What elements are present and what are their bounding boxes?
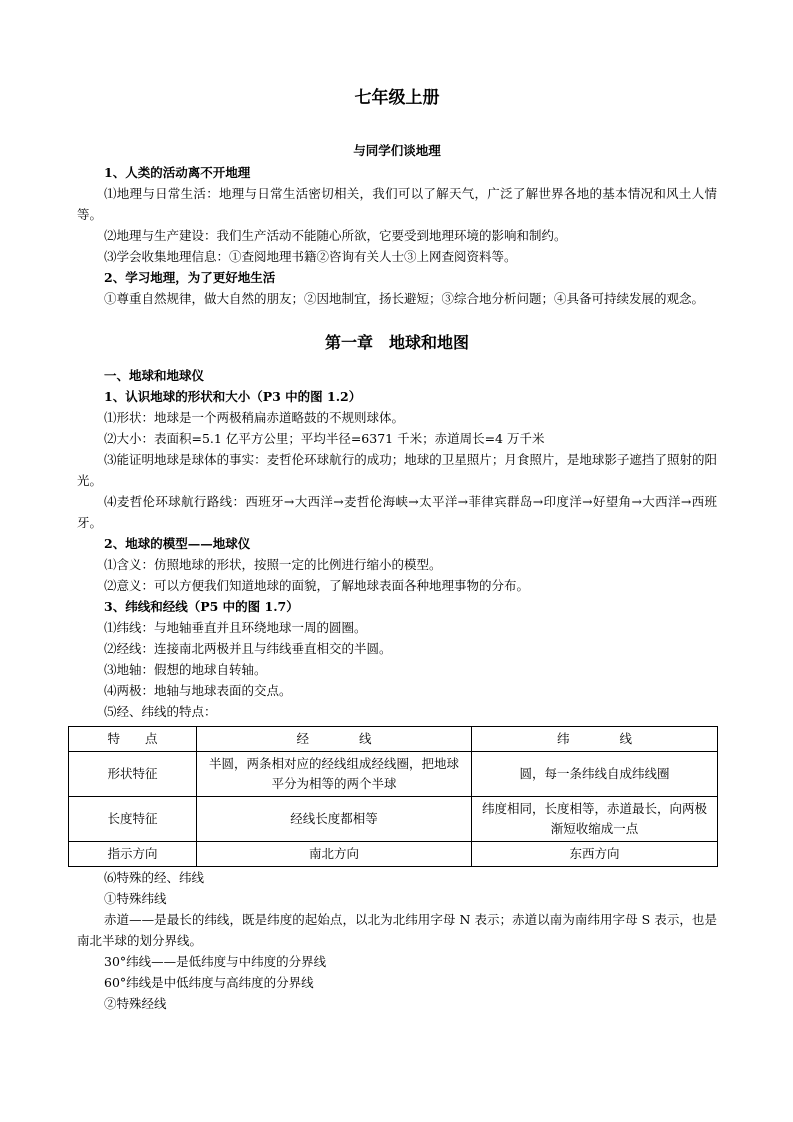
table-cell: 纬度相同，长度相等，赤道最长，向两极渐短收缩成一点 (472, 797, 718, 842)
intro-paragraph-1: ⑴地理与日常生活：地理与日常生活密切相关，我们可以了解天气，广泛了解世界各地的基本情况和风土人情等。 (77, 186, 717, 222)
chapter-paragraph-11: ⑸经、纬线的特点： (104, 704, 217, 719)
intro-heading-2: 2、学习地理，为了更好地生活 (104, 270, 276, 285)
intro-paragraph-2: ⑵地理与生产建设：我们生产活动不能随心所欲，它要受到地理环境的影响和制约。 (104, 228, 567, 243)
table-cell: 东西方向 (472, 842, 718, 867)
table-header-row (69, 727, 718, 752)
intro-paragraph-3: ⑶学会收集地理信息：①查阅地理书籍②咨询有关人士③上网查阅资料等。 (104, 249, 517, 264)
chapter-paragraph-14: 赤道——是最长的纬线，既是纬度的起始点，以北为北纬用字母 N 表示；赤道以南为南纬用字母 S 表示，也是南北半球的划分界线。 (77, 912, 717, 948)
table-cell: 南北方向 (197, 842, 472, 867)
chapter-paragraph-5: ⑴含义：仿照地球的形状，按照一定的比例进行缩小的模型。 (104, 557, 442, 572)
chapter-paragraph-12: ⑹特殊的经、纬线 (104, 870, 205, 885)
table-cell: 指示方向 (69, 842, 197, 867)
chapter-paragraph-2: ⑵大小：表面积=5.1 亿平方公里；平均半径=6371 千米；赤道周长=4 万千米 (104, 431, 545, 446)
chapter-paragraph-3: ⑶能证明地球是球体的事实：麦哲伦环球航行的成功；地球的卫星照片；月食照片，是地球影子遮挡了照射的阳光。 (77, 452, 717, 488)
chapter-paragraph-8: ⑵经线：连接南北两极并且与纬线垂直相交的半圆。 (104, 641, 392, 656)
table-cell: 形状特征 (69, 752, 197, 797)
chapter-paragraph-17: ②特殊经线 (104, 996, 167, 1011)
table-cell: 长度特征 (69, 797, 197, 842)
chapter-paragraph-15: 30°纬线——是低纬度与中纬度的分界线 (104, 954, 327, 969)
book-title: 七年级上册 (354, 88, 440, 108)
table-cell: 圆，每一条纬线自成纬线圈 (472, 752, 718, 797)
chapter-paragraph-10: ⑷两极：地轴与地球表面的交点。 (104, 683, 292, 698)
table-row (69, 797, 718, 842)
chapter-paragraph-7: ⑴纬线：与地轴垂直并且环绕地球一周的圆圈。 (104, 620, 367, 635)
intro-section-title: 与同学们谈地理 (353, 143, 441, 158)
table-cell: 半圆，两条相对应的经线组成经线圈，把地球平分为相等的两个半球 (197, 752, 472, 797)
table-header-cell: 经 线 (197, 727, 472, 752)
chapter-paragraph-16: 60°纬线是中低纬度与高纬度的分界线 (104, 975, 314, 990)
table-header-cell: 纬 线 (472, 727, 718, 752)
chapter-heading-1: 1、认识地球的形状和大小（P3 中的图 1.2） (104, 389, 362, 404)
chapter-heading-3: 3、纬线和经线（P5 中的图 1.7） (104, 599, 299, 614)
table-header-cell: 特 点 (69, 727, 197, 752)
meridian-parallel-table (68, 726, 718, 867)
intro-heading-1: 1、人类的活动离不开地理 (104, 165, 251, 180)
chapter-section-1: 一、地球和地球仪 (104, 368, 205, 383)
table-row (69, 752, 718, 797)
chapter-title: 第一章 地球和地图 (324, 333, 469, 352)
chapter-paragraph-1: ⑴形状：地球是一个两极稍扁赤道略鼓的不规则球体。 (104, 410, 405, 425)
table-row (69, 842, 718, 867)
chapter-paragraph-6: ⑵意义：可以方便我们知道地球的面貌，了解地球表面各种地理事物的分布。 (104, 578, 530, 593)
intro-paragraph-4: ①尊重自然规律，做大自然的朋友；②因地制宜，扬长避短；③综合地分析问题；④具备可持续发展的观念。 (104, 291, 705, 306)
chapter-paragraph-4: ⑷麦哲伦环球航行路线：西班牙→大西洋→麦哲伦海峡→太平洋→菲律宾群岛→印度洋→好望角→大西洋→西班牙。 (77, 494, 717, 530)
document-content (77, 86, 717, 1014)
chapter-heading-2: 2、地球的模型——地球仪 (104, 536, 251, 551)
table-cell: 经线长度都相等 (197, 797, 472, 842)
chapter-paragraph-9: ⑶地轴：假想的地球自转轴。 (104, 662, 267, 677)
chapter-paragraph-13: ①特殊纬线 (104, 891, 167, 906)
